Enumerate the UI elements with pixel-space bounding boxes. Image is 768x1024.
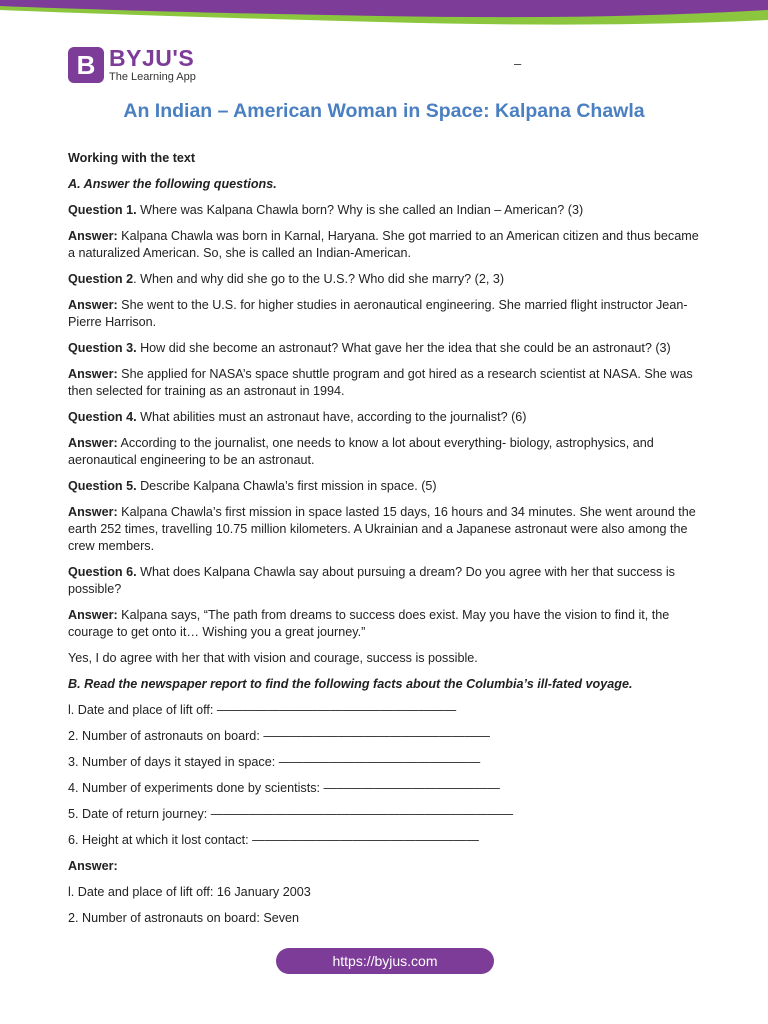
fact-item: 5. Date of return journey: ————————————————————————	[68, 807, 514, 821]
brand-name: BYJU'S	[109, 45, 195, 71]
byjus-logo	[68, 45, 196, 85]
part-b-heading: B. Read the newspaper report to find the following facts about the Columbia’s ill-fated voyage.	[68, 677, 633, 691]
question-text: What abilities must an astronaut have, according to the journalist? (6)	[136, 410, 527, 424]
question-3	[68, 340, 700, 357]
answer-label: Answer:	[68, 505, 118, 519]
answer-text: She applied for NASA’s space shuttle program and got hired as a research scientist at NASA. She was then selected for training as an astronaut in 1994.	[68, 367, 693, 398]
question-5	[68, 478, 700, 495]
question-label: Question 5.	[68, 479, 137, 493]
question-text: How did she become an astronaut? What gave her the idea that she could be an astronaut? (3)	[136, 341, 671, 355]
logo-badge-icon	[68, 47, 104, 83]
document-body	[68, 150, 700, 936]
answer-label: Answer:	[68, 436, 118, 450]
fact-item: 3. Number of days it stayed in space: ————————————————	[68, 755, 481, 769]
brand-tagline: The Learning App	[109, 71, 196, 83]
question-label: Question 4.	[68, 410, 137, 424]
fact-answer: l. Date and place of lift off: 16 January 2003	[68, 885, 311, 899]
answer-label: Answer:	[68, 229, 118, 243]
question-6	[68, 564, 700, 598]
question-label: Question 3.	[68, 341, 137, 355]
header-dash: –	[514, 56, 522, 71]
answer-text: Kalpana Chawla’s first mission in space lasted 15 days, 16 hours and 34 minutes. She went around the earth 252 times, travelling 10.75 million kilometers. A Ukrainian and a Japanese astronaut were also among the crew members.	[68, 505, 696, 553]
answer-text: Kalpana Chawla was born in Karnal, Haryana. She got married to an American citizen and thus became a naturalized American. So, she is called an Indian-American.	[68, 229, 699, 260]
question-text: What does Kalpana Chawla say about pursuing a dream? Do you agree with her that success is possible?	[68, 565, 675, 596]
answer-label: Answer:	[68, 298, 118, 312]
question-text: . When and why did she go to the U.S.? Who did she marry? (2, 3)	[133, 272, 505, 286]
part-a-heading: A. Answer the following questions.	[68, 177, 277, 191]
answer-text: Kalpana says, “The path from dreams to success does exist. May you have the vision to find it, the courage to get onto it… Wishing you a great journey.”	[68, 608, 670, 639]
answer-4	[68, 435, 700, 469]
logo-letter: B	[76, 50, 96, 80]
answer-3	[68, 366, 700, 400]
header-band	[0, 0, 768, 26]
answer-1	[68, 228, 700, 262]
fact-answer: 2. Number of astronauts on board: Seven	[68, 911, 300, 925]
question-text: Where was Kalpana Chawla born? Why is she called an Indian – American? (3)	[136, 203, 584, 217]
logo-text	[109, 47, 196, 83]
answer-2	[68, 297, 700, 331]
fact-item: l. Date and place of lift off: ———————————————————	[68, 703, 457, 717]
answer-6	[68, 607, 700, 641]
question-4	[68, 409, 700, 426]
page-title: An Indian – American Woman in Space: Kalpana Chawla	[123, 100, 645, 122]
question-1	[68, 202, 700, 219]
question-2	[68, 271, 700, 288]
footer-url-link[interactable]: https://byjus.com	[276, 948, 494, 974]
answer-text: She went to the U.S. for higher studies in aeronautical engineering. She married flight instructor Jean-Pierre Harrison.	[68, 298, 688, 329]
answer-label: Answer:	[68, 367, 118, 381]
fact-item: 2. Number of astronauts on board: ——————————————————	[68, 729, 491, 743]
question-label: Question 1.	[68, 203, 137, 217]
section-heading: Working with the text	[68, 151, 196, 165]
question-label: Question 6.	[68, 565, 137, 579]
fact-item: 4. Number of experiments done by scientists: ——————————————	[68, 781, 500, 795]
question-label: Question 2	[68, 272, 134, 286]
answer-5	[68, 504, 700, 555]
answer-heading: Answer:	[68, 859, 118, 873]
answer-label: Answer:	[68, 608, 118, 622]
question-text: Describe Kalpana Chawla’s first mission in space. (5)	[136, 479, 437, 493]
answer-6-extra: Yes, I do agree with her that with vision and courage, success is possible.	[68, 651, 478, 665]
answer-text: According to the journalist, one needs to know a lot about everything- biology, astrophysics, and aeronautical engineering to be an astronaut.	[68, 436, 654, 467]
fact-item: 6. Height at which it lost contact: ——————————————————	[68, 833, 479, 847]
